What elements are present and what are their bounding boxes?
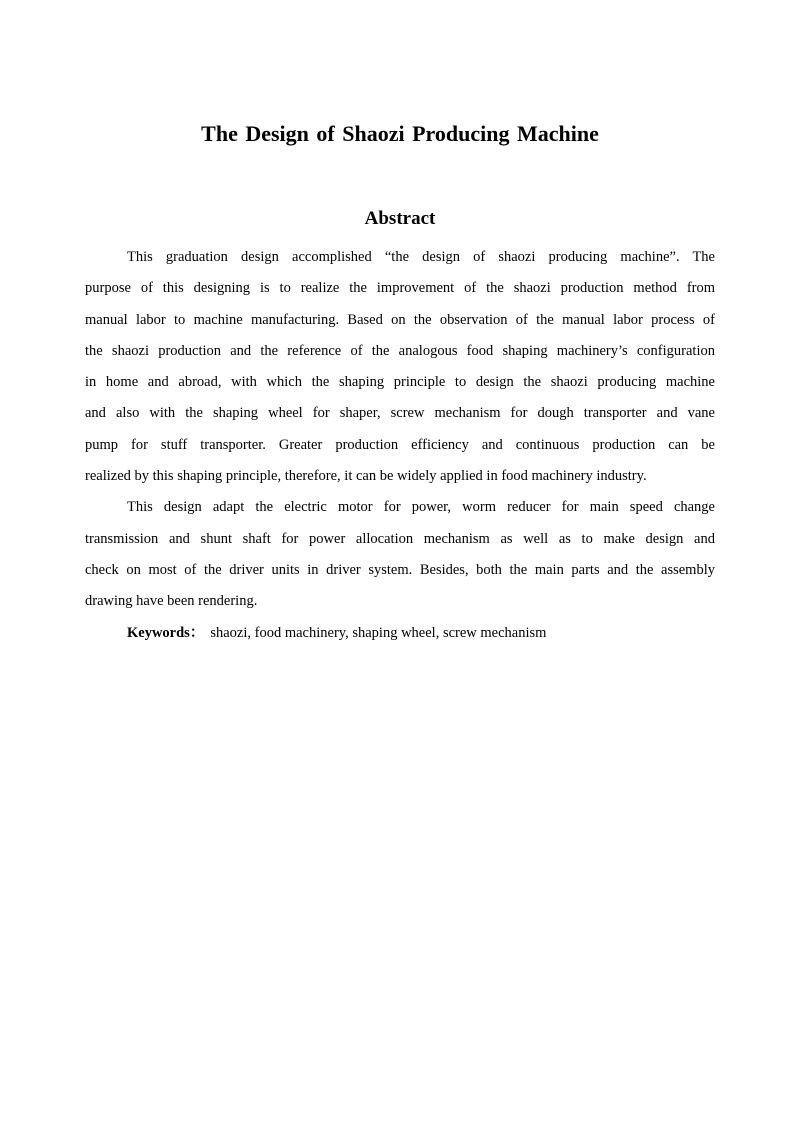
keywords-separator: ： (189, 624, 205, 641)
text-line: check on most of the driver units in driver system. Besides, both the main parts and the assembly (85, 561, 715, 578)
text-line: purpose of this designing is to realize the improvement of the shaozi production method from (85, 280, 715, 297)
text-line: transmission and shunt shaft for power allocation mechanism as well as to make design and (85, 530, 715, 547)
text-line: realized by this shaping principle, therefore, it can be widely applied in food machinery industry. (85, 468, 647, 485)
document-title: The Design of Shaozi Producing Machine (201, 121, 599, 146)
text-line: This design adapt the electric motor for power, worm reducer for main speed change (127, 499, 715, 516)
text-line: in home and abroad, with which the shaping principle to design the shaozi producing machine (85, 374, 715, 391)
keywords-line (85, 618, 715, 649)
text-line: manual labor to machine manufacturing. Based on the observation of the manual labor process of (85, 311, 715, 328)
abstract-paragraph-1 (85, 242, 715, 492)
text-line: This graduation design accomplished “the design of shaozi producing machine”. The (127, 249, 715, 265)
text-line: the shaozi production and the reference of the analogous food shaping machinery’s configuration (85, 342, 715, 359)
abstract-paragraph-2 (85, 492, 715, 617)
abstract-heading: Abstract (364, 208, 436, 229)
keywords-text: shaozi, food machinery, shaping wheel, screw mechanism (210, 624, 547, 641)
keywords-label: Keywords (127, 624, 190, 641)
text-line: pump for stuff transporter. Greater production efficiency and continuous production can be (85, 436, 715, 453)
abstract-body (85, 242, 715, 649)
text-line: drawing have been rendering. (85, 593, 258, 610)
text-line: and also with the shaping wheel for shaper, screw mechanism for dough transporter and vane (85, 405, 715, 422)
